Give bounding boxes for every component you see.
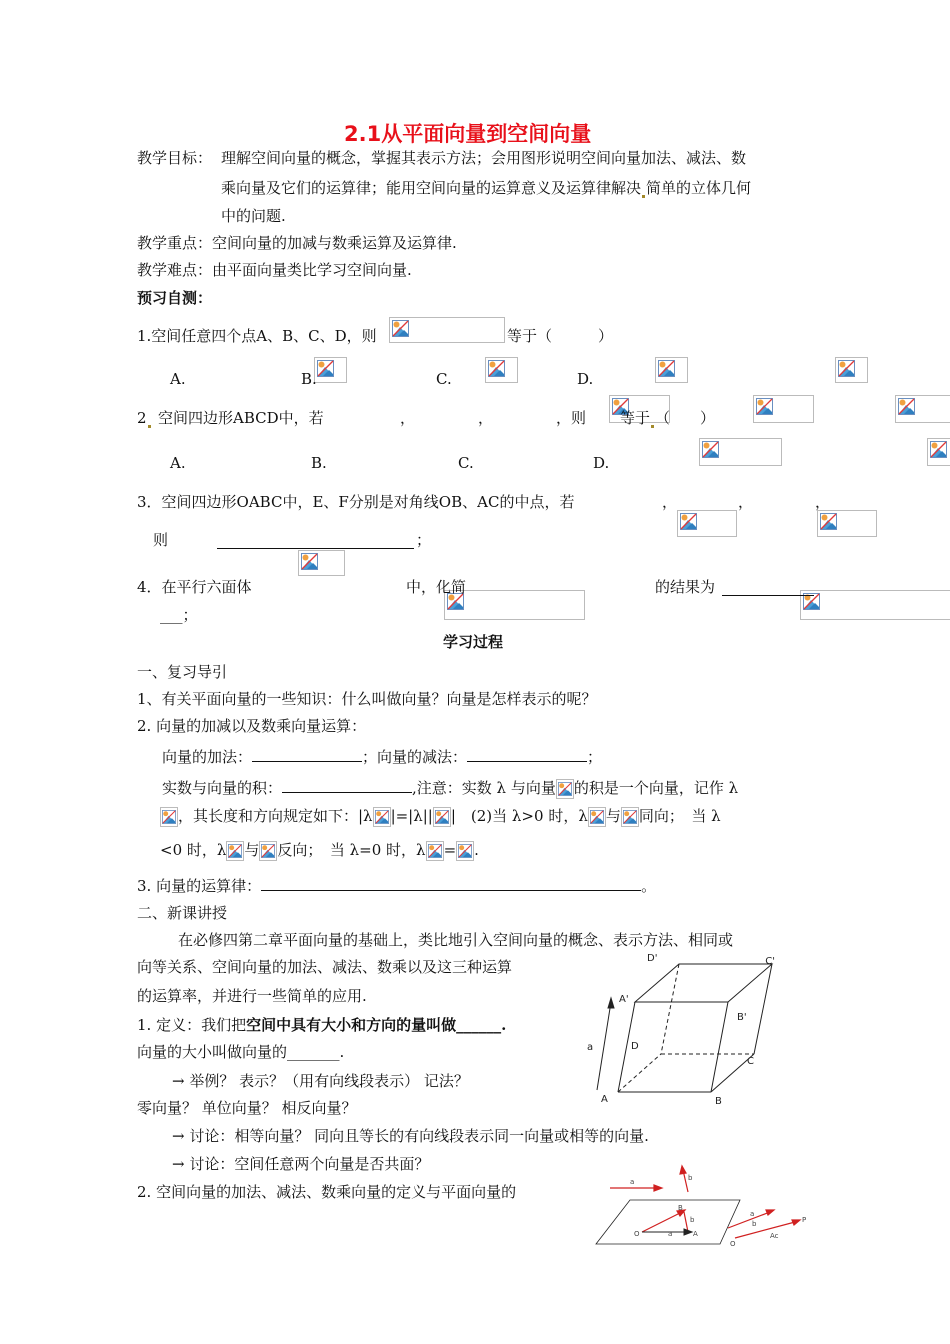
vector-image [588,807,606,827]
difficulty: 教学难点：由平面向量类比学习空间向量. [137,261,412,279]
page-title: 2.1从平面向量到空间向量 [344,122,592,146]
point-label: A [693,1230,698,1238]
q3-semicolon: ； [416,531,432,549]
q1-text: 1.空间任意四个点A、B、C、D，则 [137,327,377,345]
point-label: B [678,1204,683,1212]
image-placeholder-icon [702,441,719,458]
formula-image [298,550,345,576]
formula-image [655,357,688,383]
answer-blank[interactable] [467,745,587,762]
definition-1: 1. 定义：我们把空间中具有大小和方向的量叫做______. [137,1016,507,1034]
formula-image [677,510,737,537]
discussion-1: → 讨论：相等向量？ 同向且等长的有向线段表示同一向量或相等的向量. [172,1127,649,1145]
answer-blank[interactable] [722,579,814,596]
section-new: 二、新课讲授 [137,904,228,922]
formula-image [753,395,814,423]
answer-blank[interactable] [217,532,414,549]
review-2-rule-2: <0 时，λ 与 反向； 当 λ=0 时，λ = . [160,841,479,859]
image-placeholder-icon [820,513,837,530]
review-1: 1、有关平面向量的一些知识：什么叫做向量？向量是怎样表示的呢？ [137,690,597,708]
formula-image [800,590,950,620]
image-placeholder-icon [435,809,449,825]
vector-plane-figure [590,1160,820,1250]
vector-image [160,807,178,827]
vector-image [426,841,444,861]
q3-comma: ， [815,493,831,511]
intro-line-3: 的运算率，并进行一些简单的应用. [137,987,367,1005]
vector-label: b [688,1174,693,1182]
formula-image [817,510,877,537]
vertex-label: D' [647,953,658,964]
q4-tail: ___； [160,606,198,624]
vector-image [259,841,277,861]
definition-3: 2. 空间向量的加法、减法、数乘向量的定义与平面向量的 [137,1183,517,1201]
review-2: 2. 向量的加减以及数乘向量运算： [137,717,367,735]
vector-image [456,841,474,861]
mark-dot [651,425,654,428]
vertex-label: B' [737,1012,747,1023]
q1-option-c: C. [436,370,452,388]
q2-number: 2 [137,408,152,428]
q3-comma: ， [662,493,678,511]
goals-line-3: 中的问题. [221,207,286,225]
vector-types: 零向量？ 单位向量？ 相反向量？ [137,1099,357,1117]
image-placeholder-icon [261,843,275,859]
point-label: P [802,1216,807,1224]
image-placeholder-icon [162,809,176,825]
vector-label: b [690,1216,695,1224]
review-2-add: 向量的加法： ；向量的减法： ； [162,745,602,767]
formula-image [485,357,518,383]
image-placeholder-icon [375,809,389,825]
vertex-label: B [715,1096,722,1107]
goals-line-1: 理解空间向量的概念，掌握其表示方法；会用图形说明空间向量加法、减法、数 [221,149,747,167]
intro-line-1: 在必修四第二章平面向量的基础上，类比地引入空间向量的概念、表示方法、相同或 [178,931,734,949]
q3-then: 则 [153,531,169,549]
image-placeholder-icon [623,809,637,825]
formula-image [895,395,950,423]
image-placeholder-icon [680,513,697,530]
q1-option-a: A. [170,370,186,388]
vertex-label: A [601,1094,608,1105]
q2-text: 空间四边形ABCD中，若 [158,409,324,427]
image-placeholder-icon [898,398,915,415]
q3-text: 3．空间四边形OABC中，E、F分别是对角线OB、AC的中点，若 [137,493,575,511]
vector-image [433,807,451,827]
vector-label: a [587,1042,594,1053]
answer-blank[interactable] [252,745,362,762]
vertex-label: C' [765,956,775,967]
image-placeholder-icon [590,809,604,825]
image-placeholder-icon [428,843,442,859]
review-2-scalar: 实数与向量的积： ,注意：实数 λ 与向量 的积是一个向量，记作 λ [162,776,738,799]
process-heading: 学习过程 [443,633,504,651]
vector-label: Ac [770,1232,779,1240]
q2-option-a: A. [170,454,186,472]
q4-text: 4．在平行六面体 [137,578,252,596]
image-placeholder-icon [930,441,947,458]
vertex-label: C [747,1056,754,1067]
image-placeholder-icon [488,360,505,377]
q1-option-d: D. [577,370,594,388]
image-placeholder-icon [756,398,773,415]
vector-image [373,807,391,827]
image-placeholder-icon [458,843,472,859]
image-placeholder-icon [838,360,855,377]
q2-option-b: B. [311,454,327,472]
image-placeholder-icon [228,843,242,859]
vertex-label: D [631,1041,639,1052]
vector-label: b [752,1220,757,1228]
vector-label: a [630,1178,635,1186]
q2-option-d: D. [593,454,610,472]
image-placeholder-icon [317,360,334,377]
formula-image [314,357,347,383]
parallelepiped-figure [575,950,775,1110]
q2-comma: ， [478,409,494,427]
q1-equals: 等于（ [507,327,553,345]
discussion-2: → 讨论：空间任意两个向量是否共面？ [172,1155,430,1173]
vector-image [621,807,639,827]
definition-2: 向量的大小叫做向量的_______. [137,1043,345,1061]
formula-image [389,317,505,343]
image-placeholder-icon [558,781,572,797]
q3-comma: ， [738,493,754,511]
image-placeholder-icon [658,360,675,377]
q1-option-b: B. [301,370,317,388]
answer-blank[interactable] [282,776,412,793]
image-placeholder-icon [301,553,318,570]
formula-image [699,438,782,466]
review-2-rule: ，其长度和方向规定如下：|λ |=|λ|| | (2)当 λ>0 时，λ 与 同向； 当 λ [160,806,721,827]
example-prompt: → 举例？ 表示？（用有向线段表示） 记法？ [172,1072,469,1090]
preview-heading: 预习自测： [137,289,213,307]
point-label: O [730,1240,736,1248]
vertex-label: A' [619,994,629,1005]
point-label: O [634,1230,640,1238]
section-review: 一、复习导引 [137,663,228,681]
q2-option-c: C. [458,454,474,472]
q1-paren: ） [598,327,614,345]
formula-image [835,357,868,383]
mark-dot [642,195,645,198]
q2-equals: 等于 （ ） [620,409,716,427]
image-placeholder-icon [392,320,409,337]
vector-image [556,779,574,799]
q4-simplify: 中，化简 [406,578,467,596]
vector-label: a [750,1210,755,1218]
answer-blank[interactable] [261,874,641,891]
intro-line-2: 向等关系、空间向量的加法、减法、数乘以及这三种运算 [137,958,513,976]
key-point: 教学重点：空间向量的加减与数乘运算及运算律. [137,234,457,252]
q2-comma: ， [400,409,416,427]
goals-label: 教学目标： [137,149,213,167]
goals-line-2: 乘向量及它们的运算律；能用空间向量的运算意义及运算律解决 简单的立体几何 [221,179,752,197]
vector-label: a [668,1230,673,1238]
q4-result: 的结果为 [655,578,716,596]
formula-image [927,438,950,466]
q2-then: ，则 [556,409,587,427]
review-3: 3. 向量的运算律： 。 [137,874,656,896]
vector-image [226,841,244,861]
mark-dot [148,425,151,428]
